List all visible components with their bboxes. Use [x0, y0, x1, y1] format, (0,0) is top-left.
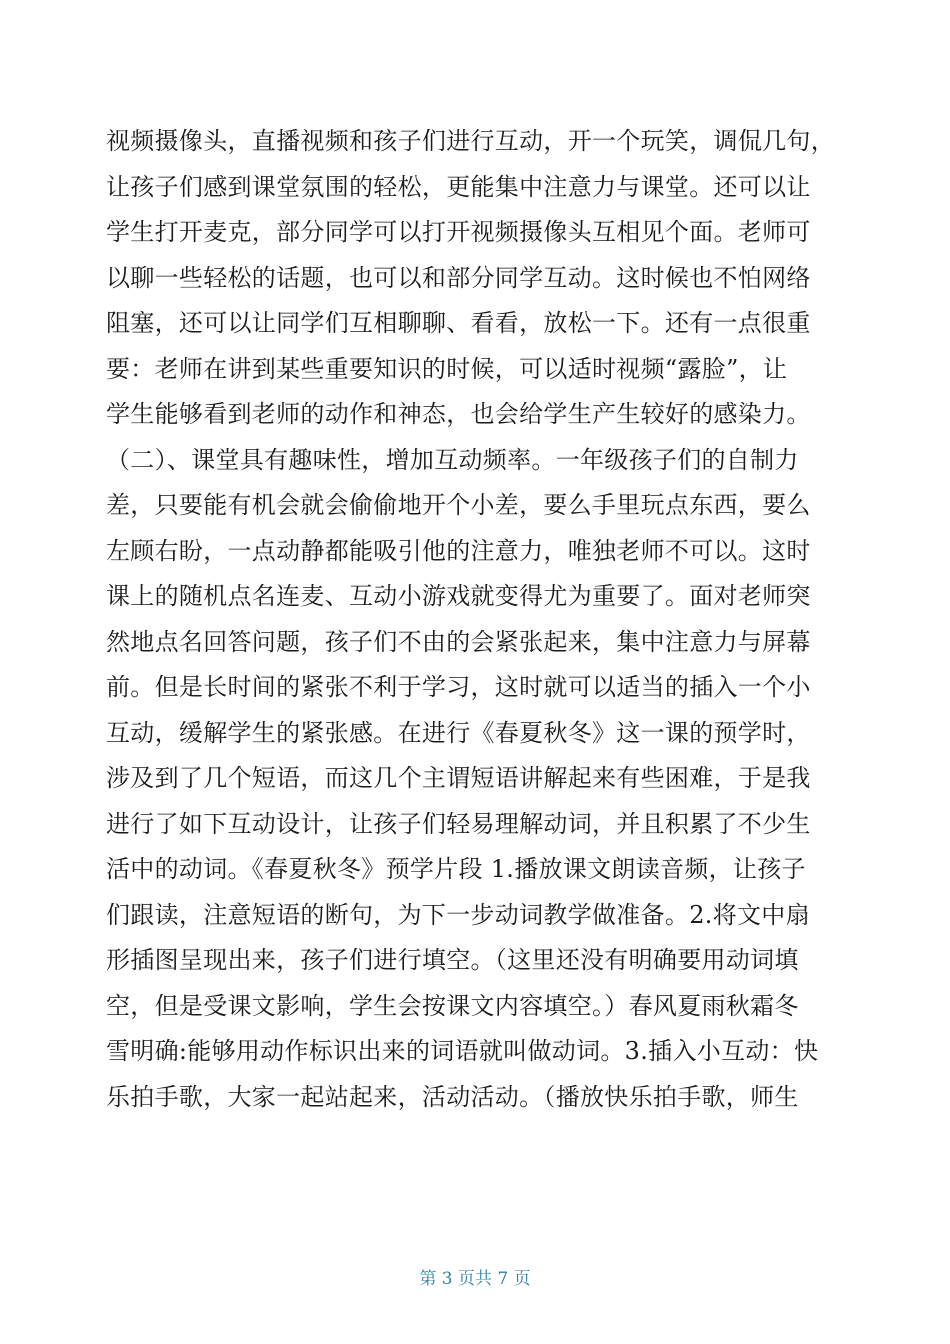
text-line: 课上的随机点名连麦、互动小游戏就变得尤为重要了。面对老师突: [106, 582, 811, 610]
text-line: 学生打开麦克，部分同学可以打开视频摄像头互相见个面。老师可: [106, 218, 811, 246]
text-line: 视频摄像头，直播视频和孩子们进行互动，开一个玩笑，调侃几句，: [106, 127, 835, 155]
text-line: 们跟读，注意短语的断句，为下一步动词教学做准备。2.将文中扇: [106, 900, 810, 929]
text-line: 活中的动词。《春夏秋冬》预学片段 1.播放课文朗读音频，让孩子: [106, 855, 806, 883]
text-line: 乐拍手歌，大家一起站起来，活动活动。（播放快乐拍手歌，师生: [106, 1082, 799, 1111]
text-line: 差，只要能有机会就会偷偷地开个小差，要么手里玩点东西，要么: [106, 491, 811, 519]
text-line: 互动，缓解学生的紧张感。在进行《春夏秋冬》这一课的预学时，: [106, 718, 811, 747]
page-number-footer: 第 3 页共 7 页: [419, 1269, 531, 1289]
text-line: 然地点名回答问题，孩子们不由的会紧张起来，集中注意力与屏幕: [106, 627, 811, 656]
text-line: 前。但是长时间的紧张不利于学习，这时就可以适当的插入一个小: [106, 673, 811, 701]
text-line: 进行了如下互动设计，让孩子们轻易理解动词，并且积累了不少生: [106, 809, 811, 838]
text-line: 空，但是受课文影响，学生会按课文内容填空。）春风夏雨秋霜冬: [106, 991, 799, 1020]
text-line: 涉及到了几个短语，而这几个主谓短语讲解起来有些困难，于是我: [106, 764, 811, 792]
text-line: 以聊一些轻松的话题，也可以和部分同学互动。这时候也不怕网络: [106, 263, 811, 292]
text-line: （二）、课堂具有趣味性，增加互动频率。一年级孩子们的自制力: [106, 445, 799, 474]
text-line: 左顾右盼，一点动静都能吸引他的注意力，唯独老师不可以。这时: [106, 536, 811, 565]
text-line: 形插图呈现出来，孩子们进行填空。（这里还没有明确要用动词填: [106, 946, 799, 974]
text-line: 要：老师在讲到某些重要知识的时候，可以适时视频“露脸”，让: [106, 354, 788, 383]
text-line: 阻塞，还可以让同学们互相聊聊、看看，放松一下。还有一点很重: [106, 309, 811, 337]
text-line: 雪明确:能够用动作标识出来的词语就叫做动词。3.插入小互动：快: [106, 1037, 819, 1065]
text-line: 让孩子们感到课堂氛围的轻松，更能集中注意力与课堂。还可以让: [106, 172, 811, 201]
text-line: 学生能够看到老师的动作和神态，也会给学生产生较好的感染力。: [106, 400, 811, 428]
body-text: [106, 119, 851, 1120]
